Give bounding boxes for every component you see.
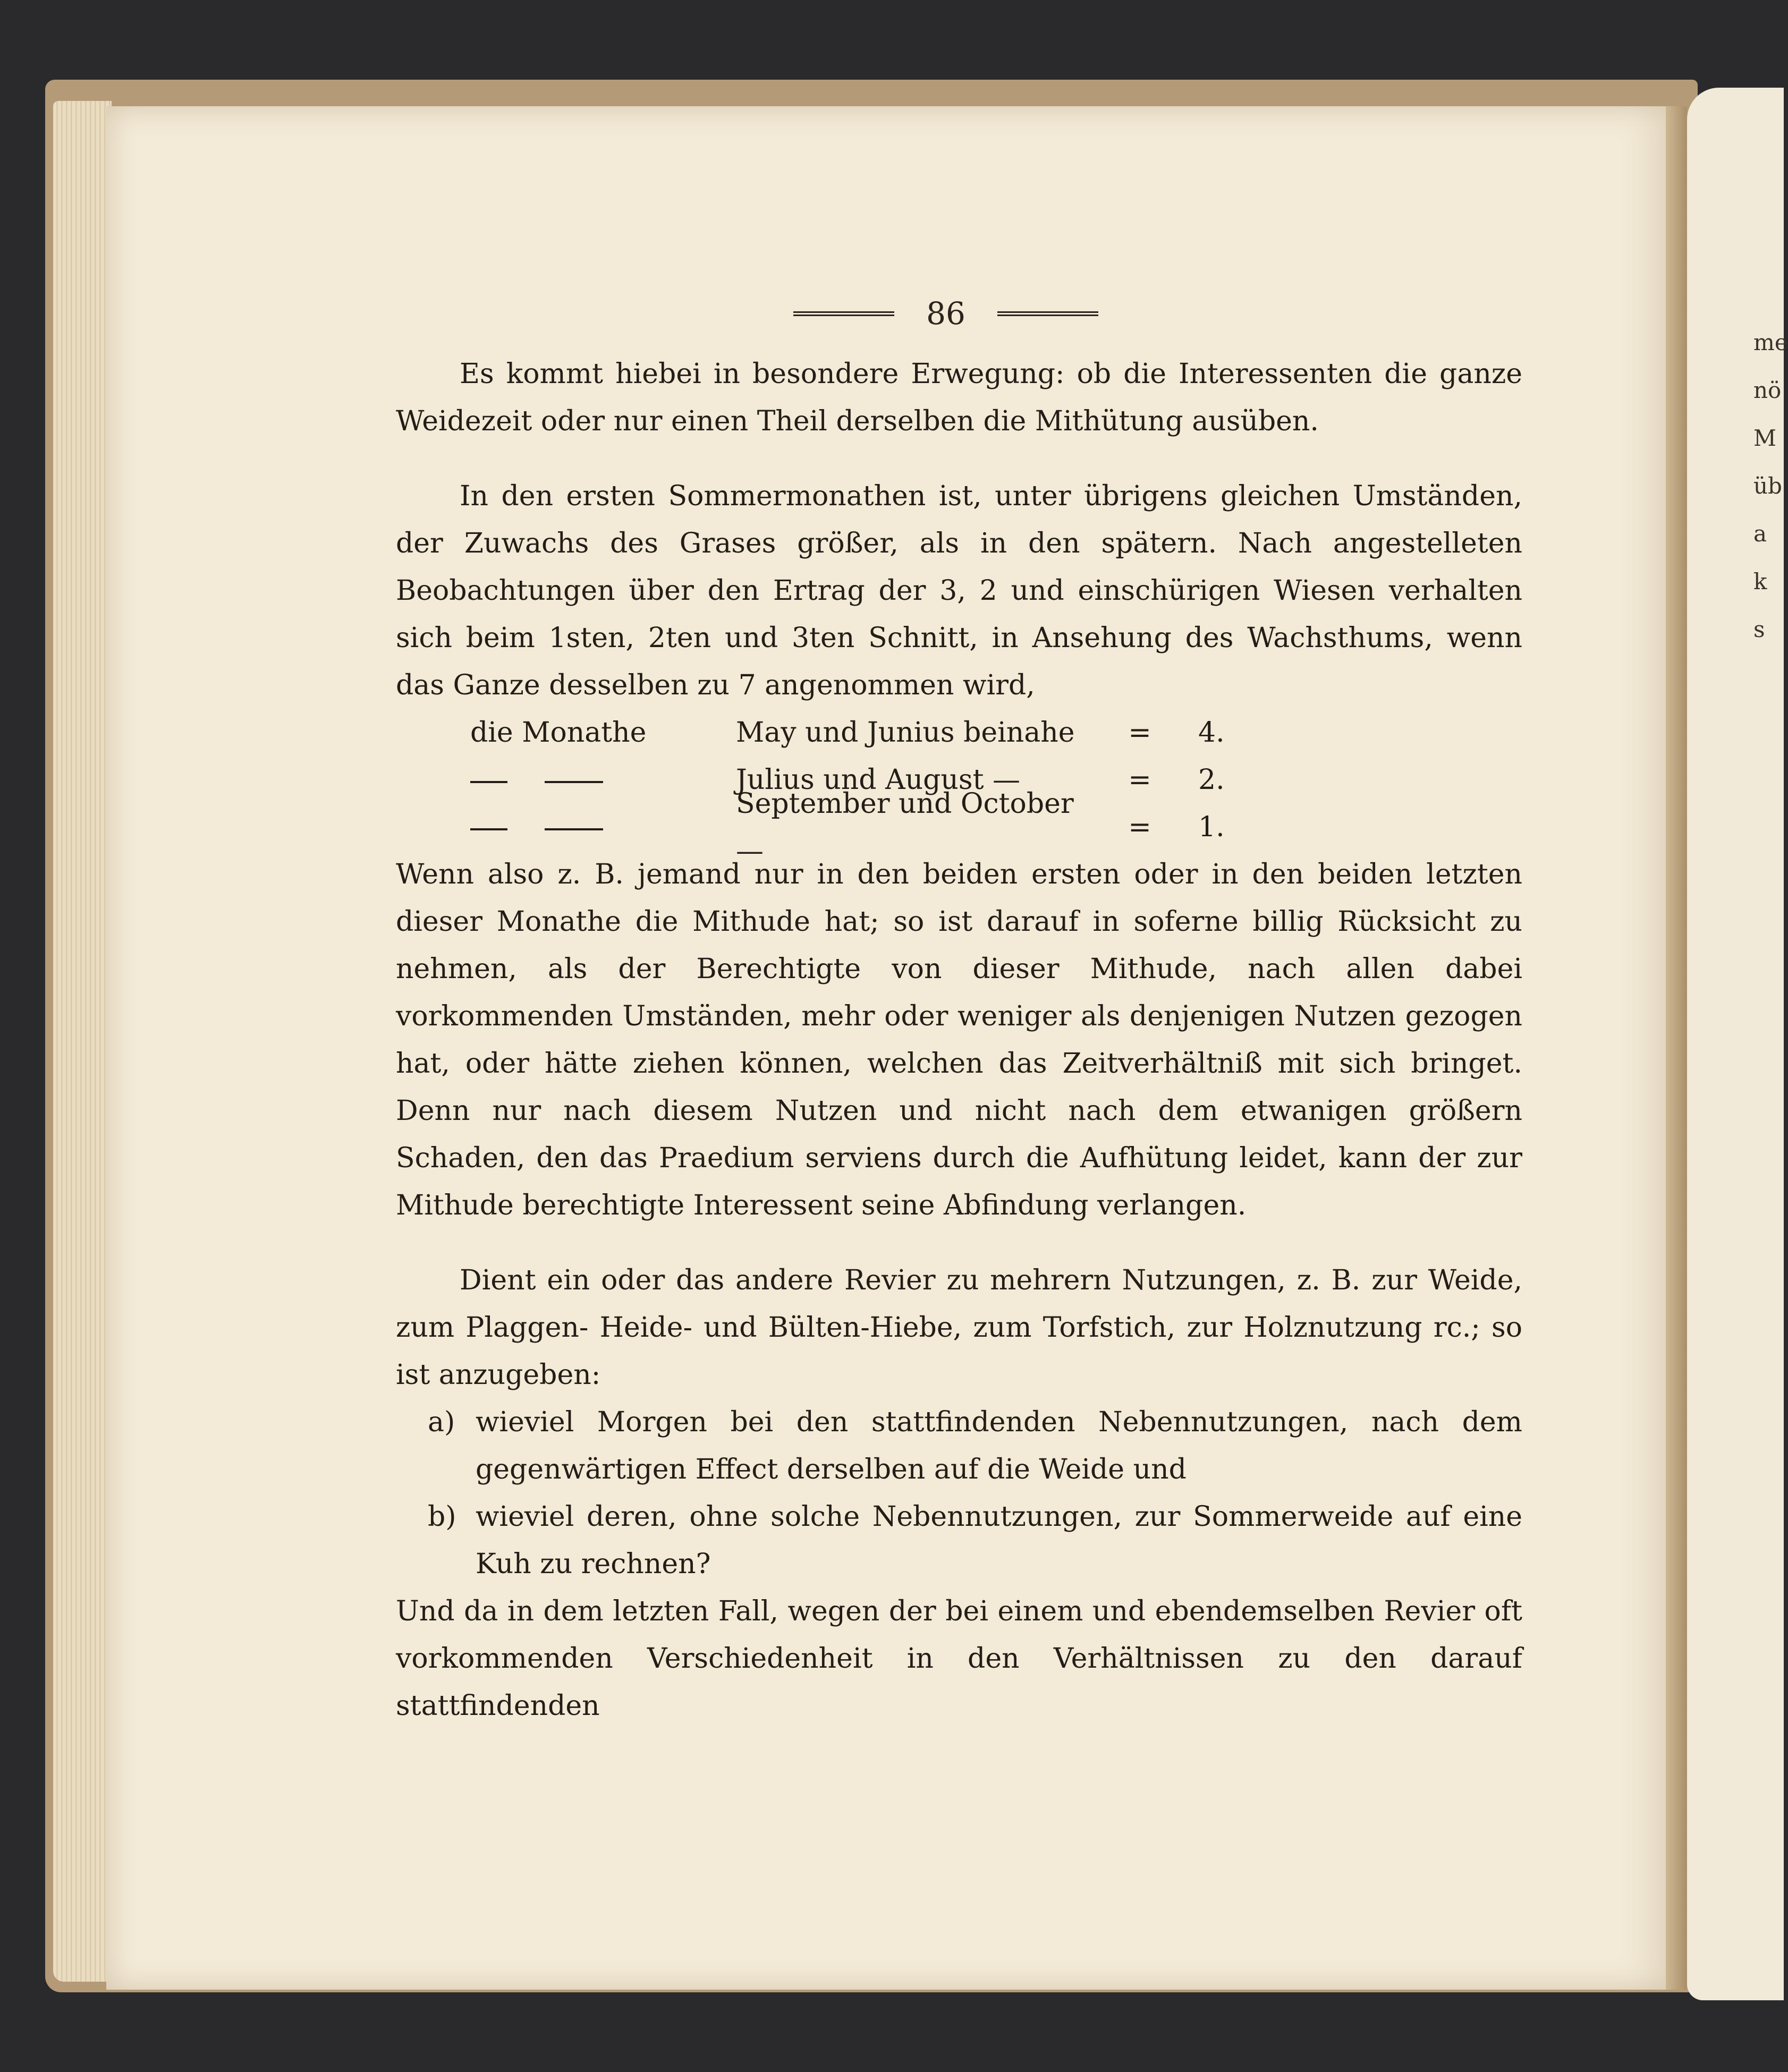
table-cell-value: 2. — [1198, 764, 1225, 796]
table-cell-equals: = — [1128, 717, 1151, 749]
table-cell-value: 1. — [1198, 811, 1225, 843]
facing-page-fragments — [1753, 319, 1788, 653]
list-label: b) — [428, 1501, 456, 1533]
table-cell-months: September und October — — [736, 787, 1074, 867]
table-cell-equals: = — [1128, 811, 1151, 843]
table-cell-value: 4. — [1198, 717, 1225, 749]
ditto-dash — [545, 828, 603, 830]
page-header — [786, 290, 1105, 337]
paragraph-gap — [396, 1229, 1522, 1257]
fragment: üb — [1753, 473, 1782, 499]
list-text: wieviel Morgen bei den stattfindenden Nebennutzungen, nach dem gegenwärtigen Effect derselben auf die Weide und — [476, 1406, 1522, 1485]
table-cell-ditto — [470, 804, 736, 851]
page-body — [396, 351, 1522, 1730]
list-item — [428, 1399, 1522, 1493]
paragraph-4: Dient ein oder das andere Revier zu mehrern Nutzungen, z. B. zur Weide, zum Plaggen- Heide- und Bülten-Hiebe, zum Torfstich, zur Holznutzung rc.; so ist anzugeben: — [396, 1264, 1522, 1391]
table-cell-months-label: die Monathe — [470, 717, 647, 749]
table-cell-months: Julius und August — — [736, 764, 1021, 796]
list-label: a) — [428, 1406, 455, 1438]
paragraph-2: In den ersten Sommermonathen ist, unter übrigens gleichen Umständen, der Zuwachs des Grases größer, als in den spätern. Nach angestelleten Beobachtungen über den Ertrag der 3, 2 und einschürigen Wiesen verhalten sich beim 1sten, 2ten und 3ten Schnitt, in Ansehung des Wachsthums, wenn das Ganze desselben zu 7 angenommen wird, — [396, 480, 1522, 701]
fragment: k — [1753, 568, 1767, 595]
table-cell-ditto — [470, 757, 736, 804]
paragraph-gap — [396, 445, 1522, 473]
fragment: a — [1753, 521, 1767, 547]
paragraph-5: Und da in dem letzten Fall, wegen der bei einem und ebendemselben Revier oft vorkommenden Verschiedenheit in den Verhältnissen zu den darauf stattfindenden — [396, 1595, 1522, 1722]
fragment: me — [1753, 329, 1788, 355]
growth-ratio-table — [396, 709, 1522, 867]
ditto-dash — [545, 781, 603, 783]
paragraph-1: Es kommt hiebei in besondere Erwegung: ob die Interessenten die ganze Weidezeit oder nur einen Theil derselben die Mithütung ausüben. — [396, 358, 1522, 437]
fragment: M — [1753, 425, 1777, 451]
list-text: wieviel deren, ohne solche Nebennutzungen, zur Sommerweide auf eine Kuh zu rechnen? — [476, 1501, 1522, 1580]
page-number: 86 — [926, 295, 965, 332]
table-cell-equals: = — [1128, 764, 1151, 796]
header-rule-left — [793, 311, 894, 316]
ditto-dash — [470, 828, 507, 830]
book-gutter — [1666, 106, 1687, 1990]
table-row — [470, 787, 1522, 867]
header-rule-right — [997, 311, 1098, 316]
table-cell-months: May und Junius beinahe — [736, 717, 1075, 749]
table-row — [470, 709, 1522, 757]
fragment: s — [1753, 616, 1765, 642]
fragment: nö — [1753, 377, 1782, 403]
page-stack-edges — [53, 101, 112, 1982]
list-item — [428, 1493, 1522, 1588]
paragraph-3: Wenn also z. B. jemand nur in den beiden ersten oder in den beiden letzten dieser Monathe die Mithude hat; so ist darauf in soferne billig Rücksicht zu nehmen, als der Berechtigte von dieser Mithude, nach allen dabei vorkommenden Umständen, mehr oder weniger als denjenigen Nutzen gezogen hat, oder hätte ziehen können, welchen das Zeitverhältniß mit sich bringet. Denn nur nach diesem Nutzen und nicht nach dem etwanigen größern Schaden, den das Praedium serviens durch die Aufhütung leidet, kann der zur Mithude berechtigte Interessent seine Abfindung verlangen. — [396, 859, 1522, 1221]
ditto-dash — [470, 781, 507, 783]
